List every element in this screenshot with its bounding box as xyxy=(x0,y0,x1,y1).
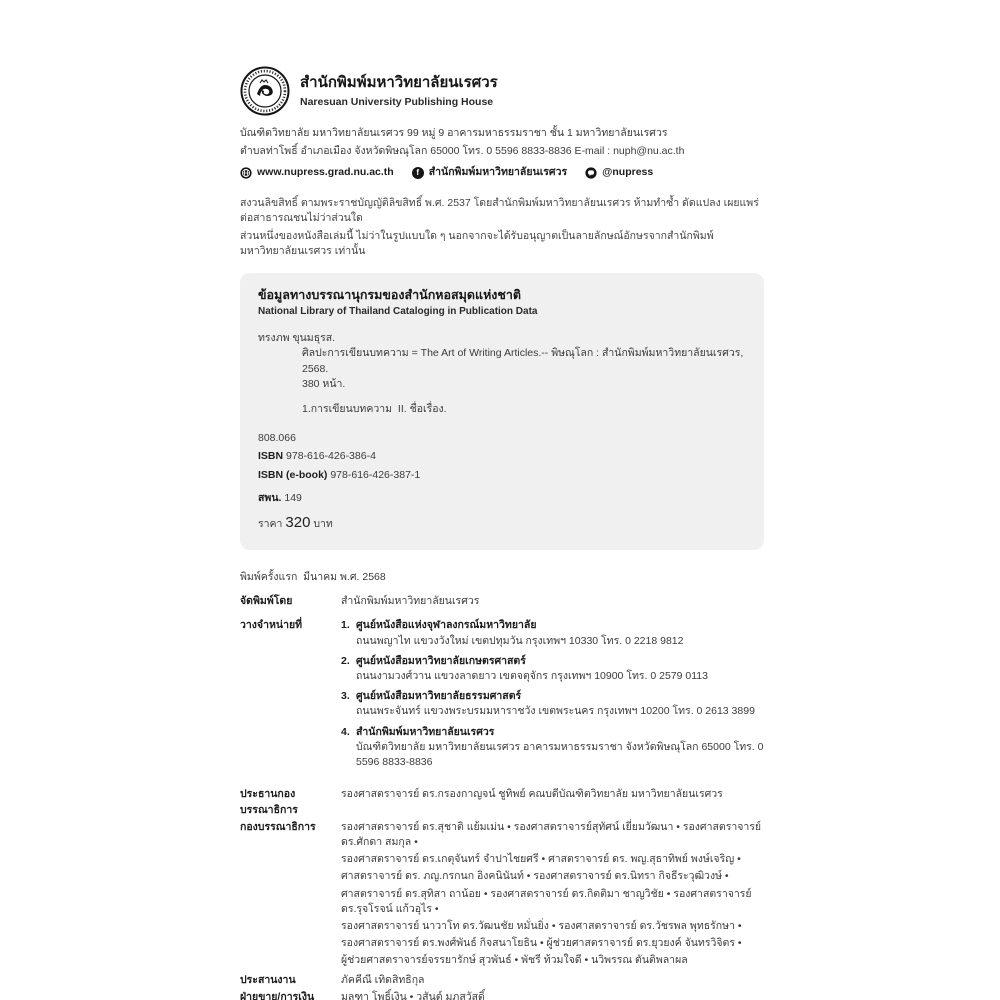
editorial-board-names xyxy=(341,820,764,971)
distributor-item xyxy=(341,654,764,687)
page-content xyxy=(240,66,764,1000)
price-value: 320 xyxy=(285,514,311,532)
board-line: รองศาสตราจารย์ ดร.สุชาติ แย้มเม่น • รองศาสตราจารย์สุทัศน์ เยี่ยมวัฒนา • รองศาสตราจารย์ ดร.ศักดา สมกุล • xyxy=(341,820,762,848)
board-line: รองศาสตราจารย์ ดร.เกตุจันทร์ จำปาไชยศรี • ศาสตราจารย์ ดร. พญ.สุธาทิพย์ พงษ์เจริญ • xyxy=(341,853,741,866)
price-label: ราคา xyxy=(258,518,283,531)
cip-series xyxy=(258,491,746,506)
isbn-ebook-label: ISBN (e-book) xyxy=(258,468,328,481)
board-line: รองศาสตราจารย์ นาวาโท ดร.วัฒนชัย หมั่นยิ่ง • รองศาสตราจารย์ ดร.วัชรพล พุทธรักษา • xyxy=(341,920,742,933)
board-line: ศาสตราจารย์ ดร. ภญ.กรกนก อิงคนินันท์ • รองศาสตราจารย์ ดร.นิทรา กิจธีระวุฒิวงษ์ • xyxy=(341,870,729,883)
isbn-label: ISBN xyxy=(258,450,284,463)
publisher-titles xyxy=(300,72,498,111)
distributor-address: ถนนพระจันทร์ แขวงพระบรมมหาราชวัง เขตพระนคร กรุงเทพฯ 10200 โทร. 0 2613 3899 xyxy=(356,705,755,718)
line-link[interactable] xyxy=(585,165,653,180)
facebook-link[interactable] xyxy=(412,165,567,180)
facebook-label: สำนักพิมพ์มหาวิทยาลัยนเรศวร xyxy=(428,166,568,179)
distributor-address: ถนนพญาไท แขวงวังใหม่ เขตปทุมวัน กรุงเทพฯ 10330 โทร. 0 2218 9812 xyxy=(356,634,684,647)
university-seal-icon xyxy=(240,66,290,116)
series-number: 149 xyxy=(284,491,302,504)
editorial-board-label: กองบรรณาธิการ xyxy=(240,820,316,833)
coordinator-row xyxy=(240,973,764,988)
isbn-value: 978-616-426-386-4 xyxy=(286,450,376,463)
editorial-board-row xyxy=(240,820,764,971)
copyright-line-2: ส่วนหนึ่งของหนังสือเล่มนี้ ไม่ว่าในรูปแบบใด ๆ นอกจากจะได้รับอนุญาตเป็นลายลักษณ์อักษรจากสำนักพิมพ์มหาวิทยาลัยนเรศวร เท่านั้น xyxy=(240,230,714,258)
cip-ddc: 808.066 xyxy=(258,432,296,445)
published-by-label: จัดพิมพ์โดย xyxy=(240,595,293,608)
board-line: ศาสตราจารย์ ดร.สุทิสา ถาน้อย • รองศาสตราจารย์ ดร.กิตติมา ชาญวิชัย • รองศาสตราจารย์ ดร.รุจโรจน์ แก้วอุไร • xyxy=(341,887,752,915)
distributor-item xyxy=(341,618,764,651)
publisher-address xyxy=(240,126,764,159)
cip-box xyxy=(240,273,764,550)
board-line: ผู้ช่วยศาสตราจารย์จรรยารักษ์ สุวพันธ์ • พัชรี ท้วมใจดี • นวิพรรณ ตันติพลาผล xyxy=(341,954,688,967)
copyright-notice xyxy=(240,196,764,260)
distributor-name: ศูนย์หนังสือแห่งจุฬาลงกรณ์มหาวิทยาลัย xyxy=(356,619,537,632)
distributor-item xyxy=(341,725,764,774)
distributor-name: ศูนย์หนังสือมหาวิทยาลัยธรรมศาสตร์ xyxy=(356,690,522,703)
publisher-header xyxy=(240,66,764,116)
editorial-chair-row xyxy=(240,787,764,817)
published-by-row xyxy=(240,594,764,609)
sales-finance-value: มลฑา โพธิ์เงิน • วสันต์ มภสวัสดิ์ xyxy=(341,990,485,1000)
facebook-icon: f xyxy=(412,167,424,179)
cip-isbn-ebook xyxy=(258,468,746,483)
isbn-ebook-value: 978-616-426-387-1 xyxy=(330,468,421,481)
published-by-value: สำนักพิมพ์มหาวิทยาลัยนเรศวร xyxy=(341,595,480,608)
distributor-address: ถนนงามวงศ์วาน แขวงลาดยาว เขตจตุจักร กรุงเทพฯ 10900 โทร. 0 2579 0113 xyxy=(356,669,708,682)
line-icon xyxy=(585,167,597,179)
series-label: สพน. xyxy=(258,491,282,504)
editorial-chair-label: ประธานกองบรรณาธิการ xyxy=(240,788,298,816)
distributor-number: 4. xyxy=(341,725,350,738)
website-link[interactable] xyxy=(240,165,394,180)
cip-isbn xyxy=(258,449,746,464)
editorial-chair-value: รองศาสตราจารย์ ดร.กรองกาญจน์ ชูทิพย์ คณบดีบัณฑิตวิทยาลัย มหาวิทยาลัยนเรศวร xyxy=(341,788,723,801)
publisher-name-th: สำนักพิมพ์มหาวิทยาลัยนเรศวร xyxy=(300,73,498,91)
coordinator-value: ภัคคีณี เทิดสิทธิกุล xyxy=(341,973,425,986)
distributor-number: 2. xyxy=(341,654,350,667)
distributor-item xyxy=(341,689,764,722)
cip-entry-line-3: 1.การเขียนบทความ II. ชื่อเรื่อง. xyxy=(302,403,447,416)
cip-entry-line-2: 380 หน้า. xyxy=(302,377,346,390)
distributor-address: บัณฑิตวิทยาลัย มหาวิทยาลัยนเรศวร อาคารมหาธรรมราชา จังหวัดพิษณุโลก 65000 โทร. 0 5596 8833-8836 xyxy=(356,740,764,769)
address-line-1: บัณฑิตวิทยาลัย มหาวิทยาลัยนเรศวร 99 หมู่ 9 อาคารมหาธรรมราชา ชั้น 1 มหาวิทยาลัยนเรศวร xyxy=(240,127,668,139)
cip-entry xyxy=(258,331,746,417)
cip-title-en: National Library of Thailand Cataloging in Publication Data xyxy=(258,305,538,317)
distributors-list xyxy=(341,618,764,775)
coordinator-label: ประสานงาน xyxy=(240,973,296,986)
social-row xyxy=(240,165,764,180)
distributor-number: 3. xyxy=(341,690,350,703)
copyright-line-1: สงวนลิขสิทธิ์ ตามพระราชบัญญัติลิขสิทธิ์ พ.ศ. 2537 โดยสำนักพิมพ์มหาวิทยาลัยนเรศวร ห้ามทำซ้ำ ดัดแปลง เผยแพร่ต่อสาธารณชนไม่ว่าส่วนใด xyxy=(240,196,759,224)
distributor-number: 1. xyxy=(341,619,350,632)
line-label: @nupress xyxy=(602,166,654,179)
sales-finance-label: ฝ่ายขาย/การเงิน xyxy=(240,990,315,1000)
globe-icon xyxy=(240,167,252,179)
distributors-label: วางจำหน่ายที่ xyxy=(240,619,303,632)
sales-finance-row xyxy=(240,990,764,1000)
website-label: www.nupress.grad.nu.ac.th xyxy=(257,166,394,179)
board-line: รองศาสตราจารย์ ดร.พงศ์พันธ์ กิจสนาโยธิน • ผู้ช่วยศาสตราจารย์ ดร.ยุวยงค์ จันทรวิจิตร • xyxy=(341,937,742,950)
address-line-2: ตำบลท่าโพธิ์ อำเภอเมือง จังหวัดพิษณุโลก 65000 โทร. 0 5596 8833-8836 E-mail : nuph@nu.ac.th xyxy=(240,145,685,158)
distributor-name: สำนักพิมพ์มหาวิทยาลัยนเรศวร xyxy=(356,725,495,738)
distributor-name: ศูนย์หนังสือมหาวิทยาลัยเกษตรศาสตร์ xyxy=(356,654,526,667)
edition-line: พิมพ์ครั้งแรก มีนาคม พ.ศ. 2568 xyxy=(240,570,386,583)
cip-author: ทรงภพ ขุนมธุรส. xyxy=(258,332,336,345)
cip-price xyxy=(258,512,746,534)
distributors-row xyxy=(240,618,764,775)
publisher-name-en: Naresuan University Publishing House xyxy=(300,96,494,109)
price-unit: บาท xyxy=(313,518,333,531)
cip-entry-line-1: ศิลปะการเขียนบทความ = The Art of Writing Articles.-- พิษณุโลก : สำนักพิมพ์มหาวิทยาลัยนเรศวร, 2568. xyxy=(302,347,744,375)
cip-title-th: ข้อมูลทางบรรณานุกรมของสำนักหอสมุดแห่งชาติ xyxy=(258,287,522,302)
